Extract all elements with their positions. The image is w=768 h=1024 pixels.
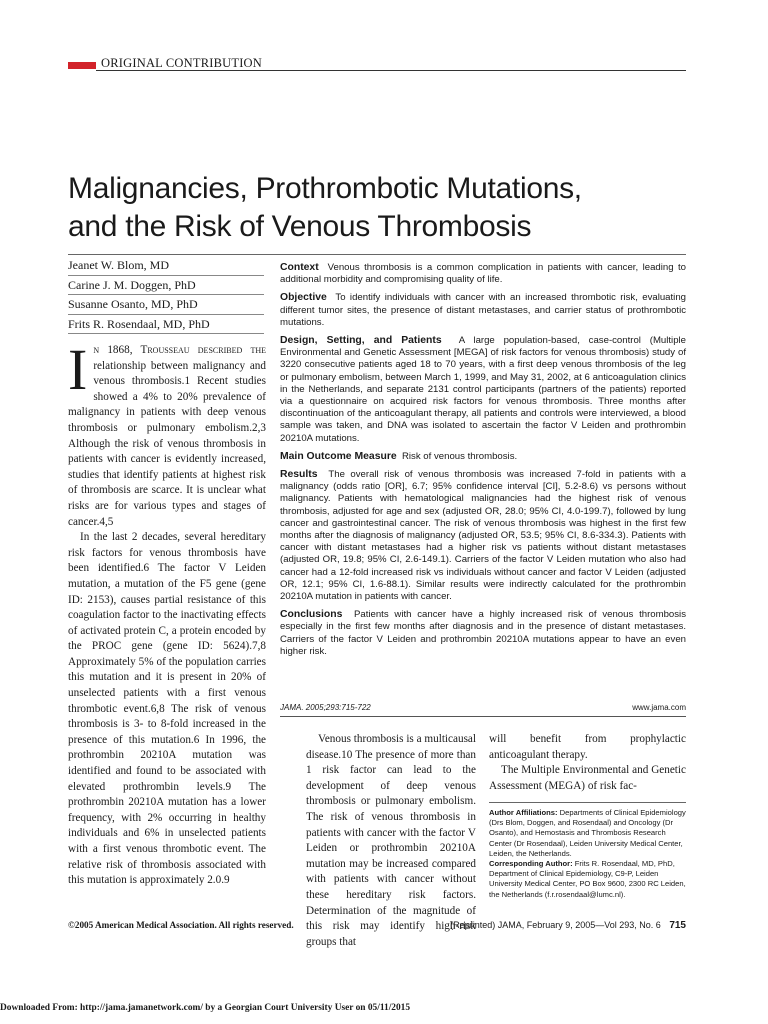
body-column-2 [306, 732, 476, 950]
journal-citation: JAMA. 2005;293:715-722 [280, 703, 371, 712]
intro-smallcaps: n 1868, Trousseau described the [93, 344, 266, 356]
journal-footer [450, 920, 686, 931]
download-note: Downloaded From: http://jama.jamanetwork.com/ by a Georgian Court University User on 05/11/2015 [0, 1003, 411, 1013]
abstract-text: Patients with cancer have a highly increased risk of venous thrombosis especially in the first few months after diagnosis and in the presence of distant metastases. Carriers of the factor V Leiden and prothrombin 20210A mutations appear to have an even higher risk. [280, 609, 686, 657]
abstract-objective [280, 292, 686, 329]
title-line-2: and the Risk of Venous Thrombosis [68, 210, 532, 243]
body-column-1 [68, 337, 266, 889]
body-paragraph: The Multiple Environmental and Genetic Assessment (MEGA) of risk fac- [489, 764, 686, 792]
abstract-context [280, 262, 686, 286]
abstract-heading: Objective [280, 292, 327, 304]
page-number: 715 [669, 920, 686, 931]
body-text: relationship between malignancy and venous thrombosis.1 Recent studies showed a 4% to 20% prevalence of malignancy in patients with deep venous thrombosis or pulmonary embolism.2,3 Although the risk of venous thrombosis in patients with cancer is evidently increased, studies that identify patients at highest risk of thrombosis are scarce. It is unclear what risks are for various types and stages of cancer.4,5 [68, 359, 266, 528]
abstract-heading: Results [280, 469, 318, 481]
author: Carine J. M. Doggen, PhD [68, 276, 264, 296]
corresponding-heading: Corresponding Author: [489, 859, 573, 869]
abstract-conclusions [280, 609, 686, 658]
abstract-text: Risk of venous thrombosis. [401, 450, 518, 462]
title-rule [68, 254, 686, 255]
affiliation-paragraph [489, 808, 686, 859]
affiliation-text: Departments of Clinical Epidemiology (Drs Blom, Doggen, and Rosendaal) and Oncology (Dr Osanto), and Hemostasis and Thrombosis Research Center (Dr Rosendaal), Leiden University Medical Center, Leiden, the Netherlands. [489, 808, 686, 858]
abstract-heading: Main Outcome Measure [280, 450, 397, 462]
author-list [68, 256, 264, 334]
body-column-3 [489, 732, 686, 794]
drop-cap: I [68, 337, 88, 402]
abstract-rule [280, 716, 686, 717]
author-affiliations [489, 808, 686, 900]
body-paragraph: Venous thrombosis is a multicausal disease.10 The presence of more than 1 risk factor can lead to the development of deep venous thrombosis or pulmonary embolism. The risk of venous thrombosis in patients with cancer with the factor V Leiden or prothrombin 20210A mutation may be increased compared with patients with cancer without these hereditary risk factors. Determination of the magnitude of this risk may identify high-risk groups that [306, 733, 476, 948]
abstract-heading: Design, Setting, and Patients [280, 335, 442, 347]
abstract-heading: Context [280, 262, 319, 273]
section-label: ORIGINAL CONTRIBUTION [101, 56, 263, 70]
affiliation-heading: Author Affiliations: [489, 808, 558, 817]
abstract [280, 262, 686, 664]
abstract-design [280, 335, 686, 445]
body-paragraph: In the last 2 decades, several hereditary risk factors for venous thrombosis have been identified.6 The factor V Leiden mutation, a mutation of the F5 gene (gene ID: 2153), causes partial resistance of this coagulation factor to the inactivating effects of activated protein C, a protein encoded by the PROC gene (gene ID: 5624).7,8 Approximately 5% of the population carries this mutation and it is present in 20% of unselected patients with a first venous thrombotic event.6,8 The risk of venous thrombosis is 3- to 8-fold increased in the presence of this mutation.6 In 1996, the prothrombin 20210A mutation was identified and found to be associated with elevated prothrombin levels.9 The prothrombin 20210A mutation has a lower frequency, with 2% occurring in healthy individuals and 6% in unselected patients with a first venous thrombotic event. The relative risk of thrombosis associated with this mutation is approximately 2.0.9 [68, 531, 266, 887]
title-line-1: Malignancies, Prothrombotic Mutations, [68, 172, 582, 205]
abstract-text: The overall risk of venous thrombosis was increased 7-fold in patients with a malignancy (odds ratio [OR], 6.7; 95% confidence interval [CI], 5.2-8.6) vs persons without malignancy. Patients with hematological malignancies had the highest risk of venous thrombosis, adjusted for age and sex (adjusted OR, 28.0; 95% CI, 4.0-199.7), followed by lung cancer and gastrointestinal cancer. The risk of venous thrombosis was highest in the first few months after the diagnosis of malignancy (adjusted OR, 53.5; 95% CI, 8.6-334.3). Patients with cancer with distant metastases had a higher risk vs patients without distant metastases (adjusted OR, 19.8; 95% CI, 2.6-149.1). Carriers of the factor V Leiden mutation who also had cancer had a 12-fold increased risk vs individuals without cancer and factor V Leiden (adjusted OR, 12.1; 95% CI, 1.6-88.1). Similar results were indirectly calculated for the prothrombin 20210A mutation in patients with cancer. [280, 469, 686, 603]
author: Frits R. Rosendaal, MD, PhD [68, 315, 264, 335]
copyright-notice: ©2005 American Medical Association. All rights reserved. [68, 920, 294, 930]
body-paragraph [68, 337, 266, 530]
affiliations-rule [489, 802, 686, 803]
article-title [68, 170, 708, 246]
body-paragraph: will benefit from prophylactic anticoagulant therapy. [489, 733, 686, 761]
corresponding-paragraph [489, 859, 686, 900]
abstract-heading: Conclusions [280, 609, 343, 621]
corresponding-text: Frits R. Rosendaal, MD, PhD, Department of Clinical Epidemiology, C9-P, Leiden University Medical Center, PO Box 9600, 2300 RC Leiden, the Netherlands (f.r.rosendaal@lumc.nl). [489, 859, 686, 899]
author: Jeanet W. Blom, MD [68, 256, 264, 276]
abstract-text: To identify individuals with cancer with an increased thrombotic risk, evaluating different tumor sites, the presence of distant metastases, and carrier status of prothrombotic mutations. [280, 292, 686, 328]
journal-info: (Reprinted) JAMA, February 9, 2005—Vol 293, No. 6 [450, 920, 661, 930]
author: Susanne Osanto, MD, PhD [68, 295, 264, 315]
abstract-text: Venous thrombosis is a common complication in patients with cancer, leading to additional morbidity and compromising quality of life. [280, 262, 687, 286]
abstract-text: A large population-based, case-control (Multiple Environmental and Genetic Assessment [MEGA] of risk factors for venous thrombosis) study of 3220 consecutive patients aged 18 to 70 years, with a first deep venous thrombosis of the leg or pulmonary embolism, between March 1, 1999, and May 31, 2002, at 6 anticoagulation clinics in the Netherlands, and separate 2131 control participants (partners of the patients) reported via a questionnaire on acquired risk factors for venous thrombosis. Three months after discontinuation of the anticoagulant therapy, all patients and controls were interviewed, a blood sample was taken, and DNA was isolated to ascertain the factor V Leiden and prothrombin 20210A mutations. [280, 335, 686, 444]
section-accent-bar [68, 62, 96, 69]
abstract-results [280, 469, 686, 603]
abstract-outcome [280, 451, 686, 463]
journal-website-link[interactable]: www.jama.com [632, 703, 686, 712]
